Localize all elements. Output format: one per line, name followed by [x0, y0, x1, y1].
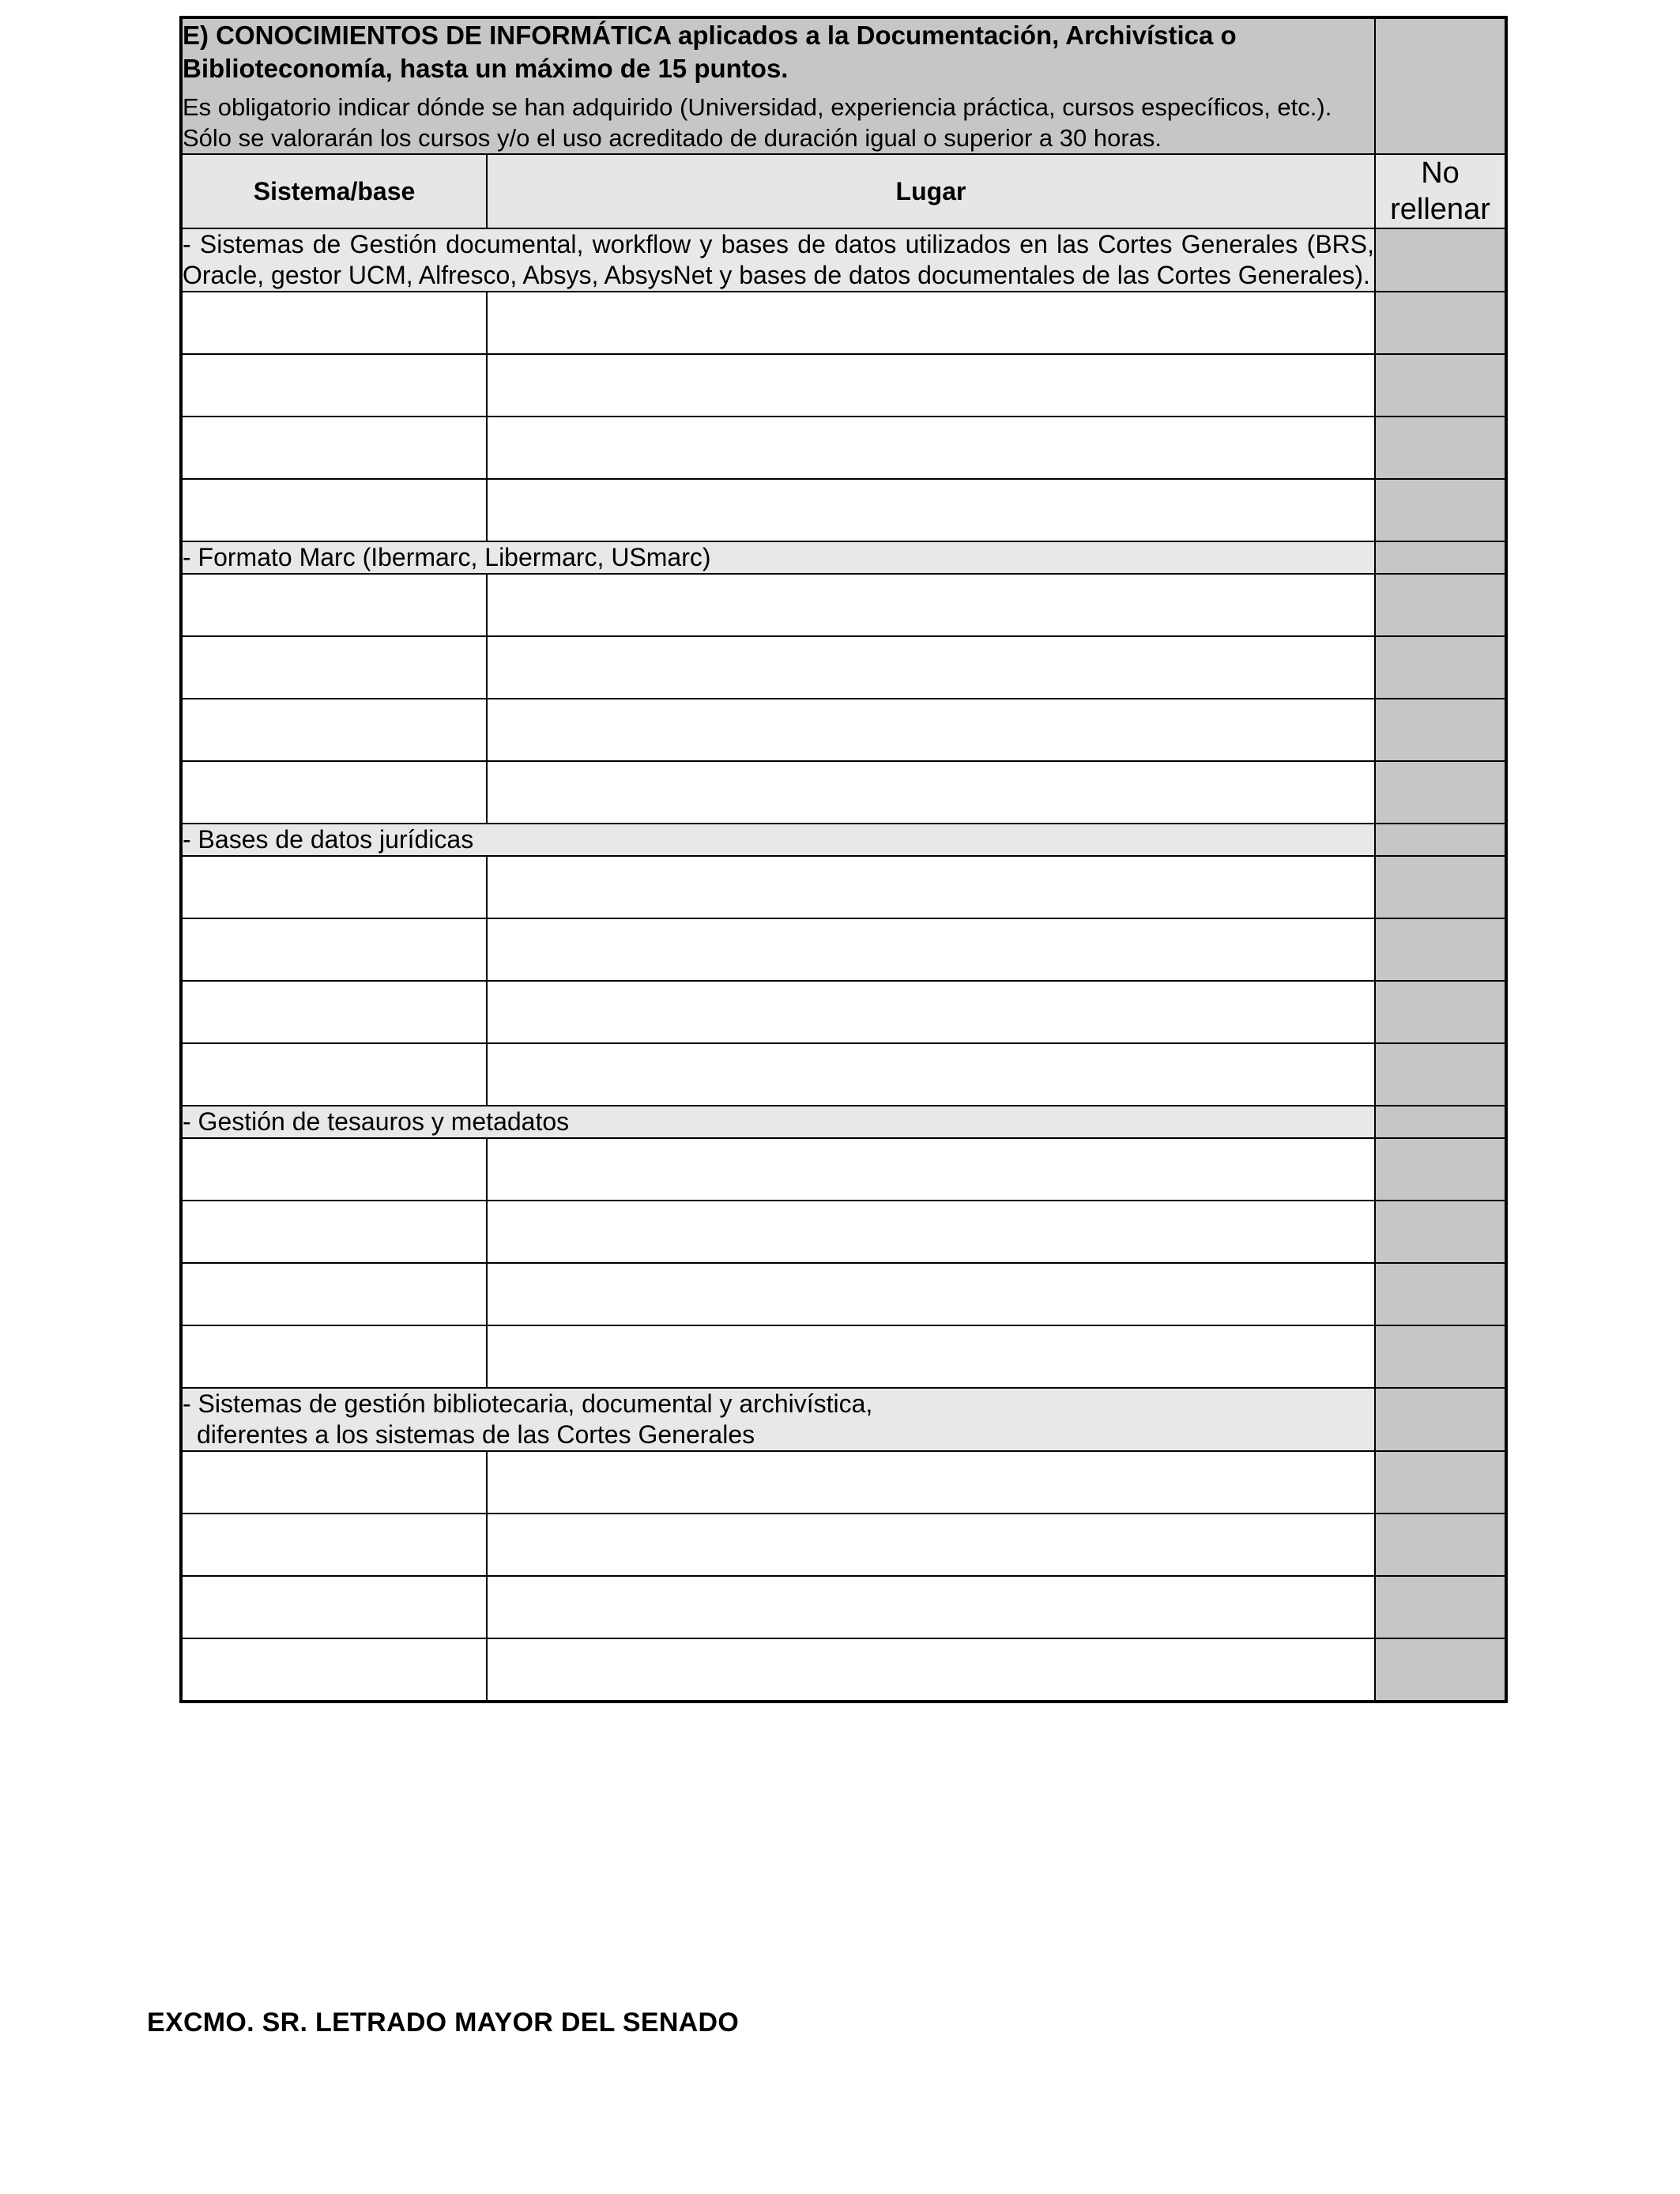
sistema-entry-field[interactable]	[181, 856, 487, 918]
sistema-entry-field[interactable]	[181, 574, 487, 636]
score-cell	[1375, 574, 1506, 636]
entry-row	[181, 1451, 1506, 1514]
lugar-entry-field[interactable]	[487, 1576, 1375, 1638]
column-header-row	[181, 154, 1506, 228]
score-cell	[1375, 1201, 1506, 1263]
entry-row	[181, 856, 1506, 918]
entry-row	[181, 699, 1506, 761]
entry-row	[181, 417, 1506, 479]
entry-row	[181, 479, 1506, 541]
section-title	[183, 19, 1374, 85]
score-cell	[1375, 479, 1506, 541]
entry-row	[181, 636, 1506, 699]
sistema-entry-field[interactable]	[181, 1451, 487, 1514]
score-cell	[1375, 228, 1506, 292]
sistema-entry-field[interactable]	[181, 1576, 487, 1638]
sistema-entry-field[interactable]	[181, 699, 487, 761]
header-score-cell	[1375, 17, 1506, 154]
score-cell	[1375, 1325, 1506, 1388]
score-cell	[1375, 636, 1506, 699]
category-label: - Sistemas de gestión bibliotecaria, documental y archivística,	[183, 1389, 873, 1418]
column-header-no-rellenar: No rellenar	[1375, 154, 1506, 228]
lugar-entry-field[interactable]	[487, 574, 1375, 636]
category-cell	[181, 1388, 1375, 1451]
column-header-lugar: Lugar	[487, 154, 1375, 228]
sistema-entry-field[interactable]	[181, 761, 487, 824]
entry-row	[181, 354, 1506, 417]
category-label: - Gestión de tesauros y metadatos	[181, 1106, 1375, 1138]
section-note: Es obligatorio indicar dónde se han adquirido (Universidad, experiencia práctica, cursos específicos, etc.). Sólo se valorarán los cursos y/o el uso acreditado de duración igual o superior a 30 horas.	[183, 93, 1332, 152]
category-label: - Bases de datos jurídicas	[181, 824, 1375, 856]
score-cell	[1375, 761, 1506, 824]
category-label-continued: diferentes a los sistemas de las Cortes Generales	[197, 1420, 755, 1449]
lugar-entry-field[interactable]	[487, 1201, 1375, 1263]
lugar-entry-field[interactable]	[487, 292, 1375, 354]
score-cell	[1375, 1138, 1506, 1201]
category-label: - Sistemas de Gestión documental, workflow y bases de datos utilizados en las Cortes Generales (BRS, Oracle, gestor UCM, Alfresco, Absys, AbsysNet y bases de datos documentales de las Cortes Generales).	[181, 228, 1375, 292]
category-label: - Formato Marc (Ibermarc, Libermarc, USmarc)	[181, 541, 1375, 574]
sistema-entry-field[interactable]	[181, 1638, 487, 1702]
score-cell	[1375, 417, 1506, 479]
score-cell	[1375, 292, 1506, 354]
entry-row	[181, 761, 1506, 824]
score-cell	[1375, 1451, 1506, 1514]
category-row	[181, 541, 1506, 574]
column-header-sistema: Sistema/base	[181, 154, 487, 228]
sistema-entry-field[interactable]	[181, 1043, 487, 1106]
lugar-entry-field[interactable]	[487, 1451, 1375, 1514]
sistema-entry-field[interactable]	[181, 1201, 487, 1263]
lugar-entry-field[interactable]	[487, 856, 1375, 918]
score-cell	[1375, 1263, 1506, 1325]
sistema-entry-field[interactable]	[181, 1514, 487, 1576]
score-cell	[1375, 918, 1506, 981]
section-title-bold: E) CONOCIMIENTOS DE INFORMÁTICA	[183, 21, 671, 50]
score-cell	[1375, 354, 1506, 417]
entry-row	[181, 1043, 1506, 1106]
score-cell	[1375, 1106, 1506, 1138]
sistema-entry-field[interactable]	[181, 981, 487, 1043]
sistema-entry-field[interactable]	[181, 417, 487, 479]
entry-row	[181, 1325, 1506, 1388]
sistema-entry-field[interactable]	[181, 1138, 487, 1201]
category-row	[181, 824, 1506, 856]
entry-row	[181, 574, 1506, 636]
sistema-entry-field[interactable]	[181, 1325, 487, 1388]
lugar-entry-field[interactable]	[487, 636, 1375, 699]
score-cell	[1375, 1388, 1506, 1451]
sistema-entry-field[interactable]	[181, 918, 487, 981]
score-cell	[1375, 1638, 1506, 1702]
entry-row	[181, 1514, 1506, 1576]
score-cell	[1375, 1514, 1506, 1576]
entry-row	[181, 1638, 1506, 1702]
section-header	[181, 17, 1375, 154]
lugar-entry-field[interactable]	[487, 761, 1375, 824]
lugar-entry-field[interactable]	[487, 354, 1375, 417]
entry-row	[181, 1576, 1506, 1638]
sistema-entry-field[interactable]	[181, 354, 487, 417]
score-cell	[1375, 1576, 1506, 1638]
lugar-entry-field[interactable]	[487, 1043, 1375, 1106]
addressee-line: EXCMO. SR. LETRADO MAYOR DEL SENADO	[147, 2007, 740, 2038]
lugar-entry-field[interactable]	[487, 1638, 1375, 1702]
lugar-entry-field[interactable]	[487, 417, 1375, 479]
lugar-entry-field[interactable]	[487, 1138, 1375, 1201]
lugar-entry-field[interactable]	[487, 1325, 1375, 1388]
score-cell	[1375, 699, 1506, 761]
entry-row	[181, 981, 1506, 1043]
section-title-rest: aplicados a la Documentación, Archivística o Biblioteconomía, hasta un máximo de 15 puntos.	[183, 21, 1237, 83]
sistema-entry-field[interactable]	[181, 1263, 487, 1325]
lugar-entry-field[interactable]	[487, 479, 1375, 541]
category-row	[181, 1106, 1506, 1138]
entry-row	[181, 1201, 1506, 1263]
entry-row	[181, 918, 1506, 981]
sistema-entry-field[interactable]	[181, 292, 487, 354]
lugar-entry-field[interactable]	[487, 1263, 1375, 1325]
section-header-row	[181, 17, 1506, 154]
category-row	[181, 1388, 1506, 1451]
entry-row	[181, 292, 1506, 354]
entry-row	[181, 1138, 1506, 1201]
score-cell	[1375, 856, 1506, 918]
score-cell	[1375, 541, 1506, 574]
score-cell	[1375, 824, 1506, 856]
lugar-entry-field[interactable]	[487, 699, 1375, 761]
score-cell	[1375, 1043, 1506, 1106]
entry-row	[181, 1263, 1506, 1325]
category-row	[181, 228, 1506, 292]
sistema-entry-field[interactable]	[181, 636, 487, 699]
sistema-entry-field[interactable]	[181, 479, 487, 541]
lugar-entry-field[interactable]	[487, 918, 1375, 981]
score-cell	[1375, 981, 1506, 1043]
lugar-entry-field[interactable]	[487, 981, 1375, 1043]
lugar-entry-field[interactable]	[487, 1514, 1375, 1576]
merits-form-table	[179, 16, 1508, 1703]
